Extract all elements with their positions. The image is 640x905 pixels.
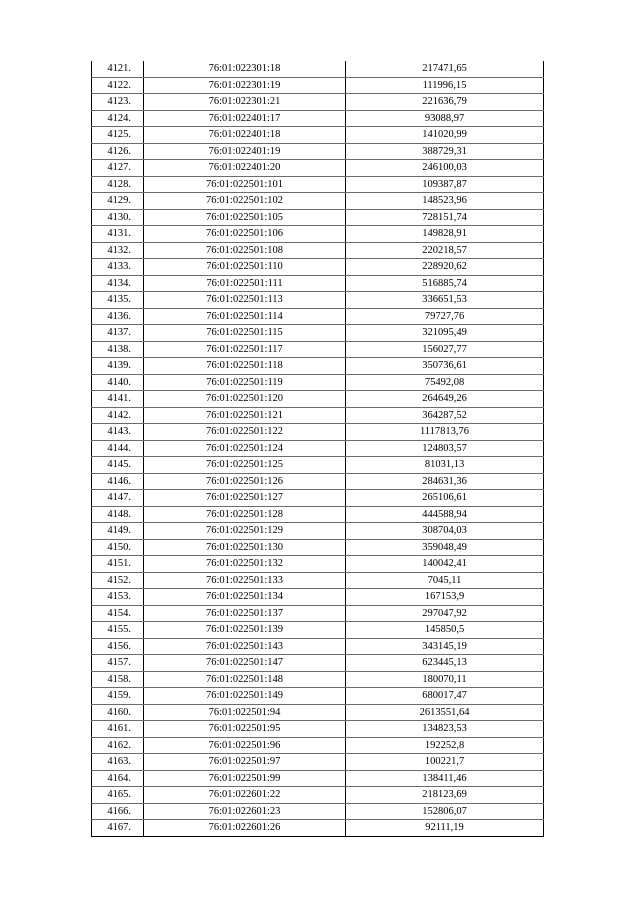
table-row <box>92 820 544 837</box>
row-number-cell: 4132. <box>92 242 144 259</box>
row-number-cell: 4125. <box>92 127 144 144</box>
table-row <box>92 341 544 358</box>
table-row <box>92 127 544 144</box>
cadastral-number-cell: 76:01:022301:21 <box>144 94 346 111</box>
cadastral-number-cell: 76:01:022501:147 <box>144 655 346 672</box>
table-row <box>92 308 544 325</box>
table-row <box>92 506 544 523</box>
row-number-cell: 4124. <box>92 110 144 127</box>
row-number-cell: 4135. <box>92 292 144 309</box>
cadastral-value-cell: 140042,41 <box>346 556 544 573</box>
cadastral-number-cell: 76:01:022501:148 <box>144 671 346 688</box>
table-row <box>92 110 544 127</box>
cadastral-number-cell: 76:01:022501:110 <box>144 259 346 276</box>
table-row <box>92 721 544 738</box>
cadastral-value-cell: 1117813,76 <box>346 424 544 441</box>
row-number-cell: 4165. <box>92 787 144 804</box>
cadastral-value-cell: 141020,99 <box>346 127 544 144</box>
cadastral-value-cell: 2613551,64 <box>346 704 544 721</box>
cadastral-value-cell: 265106,61 <box>346 490 544 507</box>
table-row <box>92 440 544 457</box>
cadastral-number-cell: 76:01:022501:101 <box>144 176 346 193</box>
cadastral-number-cell: 76:01:022501:96 <box>144 737 346 754</box>
cadastral-value-cell: 100221,7 <box>346 754 544 771</box>
cadastral-value-cell: 444588,94 <box>346 506 544 523</box>
row-number-cell: 4167. <box>92 820 144 837</box>
cadastral-number-cell: 76:01:022401:17 <box>144 110 346 127</box>
cadastral-number-cell: 76:01:022401:20 <box>144 160 346 177</box>
table-row <box>92 259 544 276</box>
table-row <box>92 638 544 655</box>
cadastral-number-cell: 76:01:022501:118 <box>144 358 346 375</box>
table-row <box>92 622 544 639</box>
cadastral-number-cell: 76:01:022501:128 <box>144 506 346 523</box>
row-number-cell: 4145. <box>92 457 144 474</box>
cadastral-value-cell: 192252,8 <box>346 737 544 754</box>
cadastral-number-cell: 76:01:022401:18 <box>144 127 346 144</box>
row-number-cell: 4131. <box>92 226 144 243</box>
cadastral-value-cell: 297047,92 <box>346 605 544 622</box>
row-number-cell: 4136. <box>92 308 144 325</box>
row-number-cell: 4150. <box>92 539 144 556</box>
cadastral-value-cell: 336651,53 <box>346 292 544 309</box>
table-row <box>92 61 544 77</box>
cadastral-number-cell: 76:01:022501:94 <box>144 704 346 721</box>
cadastral-value-cell: 138411,46 <box>346 770 544 787</box>
table-row <box>92 209 544 226</box>
row-number-cell: 4160. <box>92 704 144 721</box>
table-row <box>92 242 544 259</box>
row-number-cell: 4162. <box>92 737 144 754</box>
cadastral-number-cell: 76:01:022501:143 <box>144 638 346 655</box>
cadastral-value-cell: 92111,19 <box>346 820 544 837</box>
cadastral-value-cell: 228920,62 <box>346 259 544 276</box>
table-row <box>92 457 544 474</box>
cadastral-number-cell: 76:01:022501:132 <box>144 556 346 573</box>
row-number-cell: 4134. <box>92 275 144 292</box>
cadastral-number-cell: 76:01:022601:23 <box>144 803 346 820</box>
cadastral-value-cell: 246100,03 <box>346 160 544 177</box>
cadastral-number-cell: 76:01:022501:115 <box>144 325 346 342</box>
cadastral-value-cell: 148523,96 <box>346 193 544 210</box>
cadastral-value-cell: 321095,49 <box>346 325 544 342</box>
cadastral-value-cell: 516885,74 <box>346 275 544 292</box>
table-row <box>92 605 544 622</box>
cadastral-value-cell: 343145,19 <box>346 638 544 655</box>
cadastral-value-cell: 728151,74 <box>346 209 544 226</box>
cadastral-number-cell: 76:01:022501:126 <box>144 473 346 490</box>
table-row <box>92 374 544 391</box>
row-number-cell: 4146. <box>92 473 144 490</box>
cadastral-number-cell: 76:01:022501:106 <box>144 226 346 243</box>
cadastral-number-cell: 76:01:022501:108 <box>144 242 346 259</box>
row-number-cell: 4149. <box>92 523 144 540</box>
table-row <box>92 572 544 589</box>
row-number-cell: 4161. <box>92 721 144 738</box>
table-row <box>92 803 544 820</box>
table-row <box>92 143 544 160</box>
table-row <box>92 176 544 193</box>
cadastral-number-cell: 76:01:022501:113 <box>144 292 346 309</box>
table-row <box>92 737 544 754</box>
row-number-cell: 4130. <box>92 209 144 226</box>
cadastral-number-cell: 76:01:022601:22 <box>144 787 346 804</box>
cadastral-value-cell: 167153,9 <box>346 589 544 606</box>
cadastral-number-cell: 76:01:022501:95 <box>144 721 346 738</box>
row-number-cell: 4128. <box>92 176 144 193</box>
cadastral-value-cell: 364287,52 <box>346 407 544 424</box>
table-row <box>92 358 544 375</box>
cadastral-value-cell: 109387,87 <box>346 176 544 193</box>
row-number-cell: 4129. <box>92 193 144 210</box>
table-row <box>92 556 544 573</box>
cadastral-number-cell: 76:01:022501:125 <box>144 457 346 474</box>
table-row <box>92 275 544 292</box>
row-number-cell: 4121. <box>92 61 144 77</box>
cadastral-number-cell: 76:01:022301:18 <box>144 61 346 77</box>
cadastral-value-cell: 180070,11 <box>346 671 544 688</box>
cadastral-value-cell: 623445,13 <box>346 655 544 672</box>
cadastral-value-cell: 145850,5 <box>346 622 544 639</box>
table-row <box>92 424 544 441</box>
table-row <box>92 589 544 606</box>
row-number-cell: 4122. <box>92 77 144 94</box>
table-row <box>92 391 544 408</box>
table-body <box>92 61 544 836</box>
row-number-cell: 4143. <box>92 424 144 441</box>
cadastral-value-cell: 152806,07 <box>346 803 544 820</box>
row-number-cell: 4153. <box>92 589 144 606</box>
cadastral-number-cell: 76:01:022501:102 <box>144 193 346 210</box>
cadastral-value-cell: 111996,15 <box>346 77 544 94</box>
cadastral-value-cell: 680017,47 <box>346 688 544 705</box>
table-row <box>92 292 544 309</box>
table-row <box>92 473 544 490</box>
cadastral-number-cell: 76:01:022501:119 <box>144 374 346 391</box>
table-row <box>92 325 544 342</box>
cadastral-number-cell: 76:01:022301:19 <box>144 77 346 94</box>
row-number-cell: 4133. <box>92 259 144 276</box>
cadastral-value-cell: 264649,26 <box>346 391 544 408</box>
row-number-cell: 4151. <box>92 556 144 573</box>
row-number-cell: 4158. <box>92 671 144 688</box>
row-number-cell: 4147. <box>92 490 144 507</box>
table-row <box>92 407 544 424</box>
row-number-cell: 4155. <box>92 622 144 639</box>
cadastral-value-cell: 220218,57 <box>346 242 544 259</box>
table-row <box>92 94 544 111</box>
row-number-cell: 4123. <box>92 94 144 111</box>
cadastral-value-cell: 134823,53 <box>346 721 544 738</box>
table-row <box>92 770 544 787</box>
table-row <box>92 160 544 177</box>
cadastral-value-cell: 308704,03 <box>346 523 544 540</box>
row-number-cell: 4164. <box>92 770 144 787</box>
row-number-cell: 4148. <box>92 506 144 523</box>
row-number-cell: 4157. <box>92 655 144 672</box>
row-number-cell: 4138. <box>92 341 144 358</box>
row-number-cell: 4154. <box>92 605 144 622</box>
row-number-cell: 4139. <box>92 358 144 375</box>
table-row <box>92 787 544 804</box>
table-row <box>92 704 544 721</box>
table-row <box>92 226 544 243</box>
cadastral-value-cell: 149828,91 <box>346 226 544 243</box>
cadastral-number-cell: 76:01:022601:26 <box>144 820 346 837</box>
row-number-cell: 4137. <box>92 325 144 342</box>
cadastral-number-cell: 76:01:022501:139 <box>144 622 346 639</box>
cadastral-number-cell: 76:01:022501:134 <box>144 589 346 606</box>
table-row <box>92 539 544 556</box>
row-number-cell: 4127. <box>92 160 144 177</box>
row-number-cell: 4166. <box>92 803 144 820</box>
cadastral-value-cell: 93088,97 <box>346 110 544 127</box>
cadastral-value-cell: 156027,77 <box>346 341 544 358</box>
cadastral-number-cell: 76:01:022401:19 <box>144 143 346 160</box>
table-row <box>92 490 544 507</box>
table-row <box>92 523 544 540</box>
table-row <box>92 655 544 672</box>
table-row <box>92 77 544 94</box>
cadastral-number-cell: 76:01:022501:121 <box>144 407 346 424</box>
cadastral-value-cell: 81031,13 <box>346 457 544 474</box>
cadastral-number-cell: 76:01:022501:120 <box>144 391 346 408</box>
cadastral-number-cell: 76:01:022501:105 <box>144 209 346 226</box>
cadastral-value-cell: 350736,61 <box>346 358 544 375</box>
row-number-cell: 4140. <box>92 374 144 391</box>
row-number-cell: 4126. <box>92 143 144 160</box>
row-number-cell: 4144. <box>92 440 144 457</box>
cadastral-value-cell: 218123,69 <box>346 787 544 804</box>
cadastral-number-cell: 76:01:022501:114 <box>144 308 346 325</box>
row-number-cell: 4142. <box>92 407 144 424</box>
cadastral-value-cell: 75492,08 <box>346 374 544 391</box>
table-row <box>92 688 544 705</box>
cadastral-number-cell: 76:01:022501:111 <box>144 275 346 292</box>
cadastral-value-cell: 388729,31 <box>346 143 544 160</box>
row-number-cell: 4141. <box>92 391 144 408</box>
cadastral-number-cell: 76:01:022501:133 <box>144 572 346 589</box>
table-row <box>92 671 544 688</box>
cadastral-value-cell: 284631,36 <box>346 473 544 490</box>
cadastral-number-cell: 76:01:022501:137 <box>144 605 346 622</box>
cadastral-number-cell: 76:01:022501:130 <box>144 539 346 556</box>
cadastral-number-cell: 76:01:022501:99 <box>144 770 346 787</box>
cadastral-value-cell: 79727,76 <box>346 308 544 325</box>
cadastral-number-cell: 76:01:022501:149 <box>144 688 346 705</box>
cadastral-value-table <box>91 61 544 837</box>
cadastral-value-cell: 124803,57 <box>346 440 544 457</box>
cadastral-value-cell: 359048,49 <box>346 539 544 556</box>
row-number-cell: 4159. <box>92 688 144 705</box>
row-number-cell: 4163. <box>92 754 144 771</box>
cadastral-value-cell: 7045,11 <box>346 572 544 589</box>
row-number-cell: 4156. <box>92 638 144 655</box>
table-row <box>92 754 544 771</box>
cadastral-value-cell: 221636,79 <box>346 94 544 111</box>
cadastral-number-cell: 76:01:022501:117 <box>144 341 346 358</box>
cadastral-number-cell: 76:01:022501:124 <box>144 440 346 457</box>
cadastral-number-cell: 76:01:022501:122 <box>144 424 346 441</box>
cadastral-number-cell: 76:01:022501:129 <box>144 523 346 540</box>
cadastral-value-cell: 217471,65 <box>346 61 544 77</box>
cadastral-number-cell: 76:01:022501:97 <box>144 754 346 771</box>
cadastral-number-cell: 76:01:022501:127 <box>144 490 346 507</box>
table-row <box>92 193 544 210</box>
row-number-cell: 4152. <box>92 572 144 589</box>
